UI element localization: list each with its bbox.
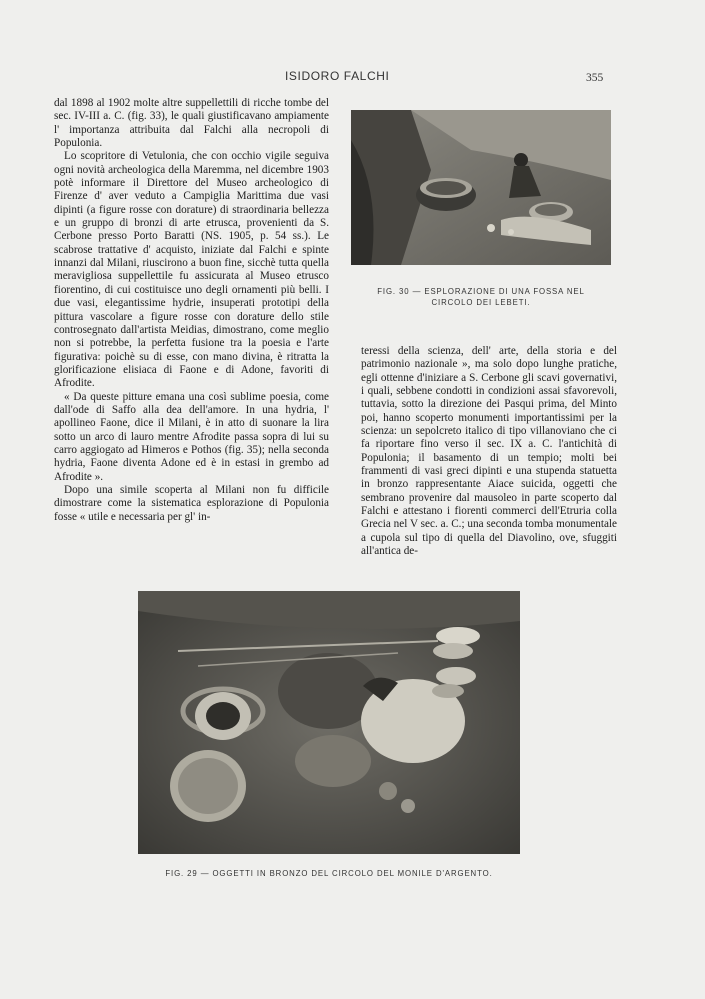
paragraph: dal 1898 al 1902 molte altre suppellettili di ricche tombe del sec. IV-III a. C. (fig. 33), le quali giustificavano ampiamente l' importanza attribuita dal Falchi alla necropoli di Populonia. [54,97,329,150]
excavation-photo-illustration [351,110,611,265]
figure-29-caption: FIG. 29 — OGGETTI IN BRONZO DEL CIRCOLO DEL MONILE D'ARGENTO. [165,869,493,878]
paragraph: Dopo una simile scoperta al Milani non fu difficile dimostrare come la sistematica esplorazione di Populonia fosse « utile e necessaria per gl' in- [54,483,329,523]
paragraph: « Da queste pitture emana una così sublime poesia, come dall'ode di Saffo alla dea dell'amore. In una hydria, l' apollineo Faone, dice il Milani, è in atto di suonare la lira sotto un arco di lauro mentre Afrodite passa sopra di lui su carro aggiogato ad Himeros e Pothos (fig. 35); nella seconda hydria, Faone diventa Adone ed è in estasi in grembo ad Afrodite ». [54,390,329,483]
left-text-column [54,97,329,524]
bronze-objects-photo-illustration [138,591,520,854]
page-number: 355 [586,72,604,84]
figure-30-photo [351,110,611,265]
paragraph: teressi della scienza, dell' arte, della storia e del patrimonio nazionale », ma solo dopo lunghe pratiche, egli ottenne d'iniziare a S. Cerbone gli scavi governativi, i quali, sebbene condotti in condizioni assai sfavorevoli, tuttavia, sotto la direzione dei Pasqui prima, del Minto poi, hanno scoperto monumenti importantissimi per la scienza: un sepolcreto italico di tipo villanoviano che ci fa riportare fino verso il sec. IX a. C. l'antichità di Populonia; il basamento di un tempio; molti bei frammenti di vasi greci dipinti e una stupenda statuetta in bronzo rappresentante Aiace suicida, oggetti che sembrano provenire dal mausoleo in parte scoperto dal Falchi e attestano i fiorenti commerci dell'Etruria colla Grecia nel V sec. a. C.; una seconda tomba monumentale a cupola sul tipo di quella del Diavolino, ove, sfuggiti all'antica de- [361,345,617,558]
figure-30-caption: FIG. 30 — ESPLORAZIONE DI UNA FOSSA NEL CIRCOLO DEI LEBETI. [377,287,585,307]
paragraph: Lo scopritore di Vetulonia, che con occhio vigile seguiva ogni novità archeologica della Maremma, nel dicembre 1903 potè informare il Direttore del Museo archeologico di Firenze d' aver veduto a Campiglia Marittima due vasi dipinti (a figure rosse con dorature) di straordinaria bellezza e un gruppo di bronzi di arte etrusca, provenienti da S. Cerbone presso Porto Baratti (NS. 1905, p. 54 ss.). Le scabrose trattative d' acquisto, iniziate dal Falchi e spinte innanzi dal Milani, riuscirono a buon fine, sicchè tutta quella meravigliosa suppellettile fu assicurata al Museo etrusco fiorentino, di cui costituisce uno degli ornamenti più belli. I due vasi, elegantissime hydrie, insuperati prototipi della pittura vascolare a figure rosse con dorature dello stile controsegnato dall'artista Meidias, dimostrano, come meglio non si potrebbe, la perfetta fusione tra la poesia e l'arte figurativa: poichè su di esse, con mano divina, è ritratta la glorificazione elisiaca di Faone e di Adone, favoriti di Afrodite. [54,150,329,390]
figure-29-photo [138,591,520,854]
running-header-title: ISIDORO FALCHI [285,69,390,83]
right-text-column [361,345,617,559]
